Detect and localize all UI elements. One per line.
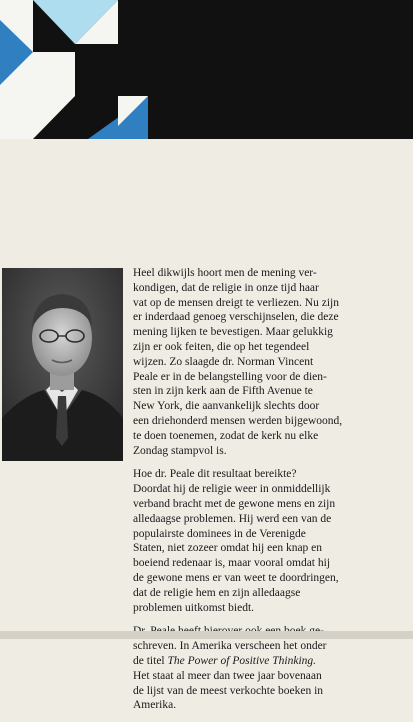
cover-bottom-edge xyxy=(0,631,413,639)
text-line: Peale er in de belangstelling voor de dien- xyxy=(133,370,327,383)
text-line: de gewone mens er van weet te doordringen, xyxy=(133,571,339,584)
blurb-text xyxy=(133,266,395,722)
text-line: sten in zijn kerk aan de Fifth Avenue te xyxy=(133,385,313,398)
text-line: alledaagse problemen. Hij werd een van de xyxy=(133,512,332,525)
author-portrait xyxy=(2,268,123,461)
text-line: Hoe dr. Peale dit resultaat bereikte? xyxy=(133,468,297,481)
text-line: kondigen, dat de religie in onze tijd haar xyxy=(133,281,319,294)
blurb-paragraph-2 xyxy=(133,467,395,615)
text-line: wijzen. Zo slaagde dr. Norman Vincent xyxy=(133,355,314,368)
white-block-middle xyxy=(33,52,75,96)
text-line: New York, die aanvankelijk slechts door xyxy=(133,400,320,413)
text-line: Staten, niet zozeer omdat hij een knap en xyxy=(133,542,323,555)
text-line: schreven. In Amerika verscheen het onder xyxy=(133,640,327,653)
blurb-paragraph-1 xyxy=(133,266,395,458)
text-line: te doen toenemen, zodat de kerk nu elke xyxy=(133,429,319,442)
text-line: mening lijken te bevestigen. Maar gelukkig xyxy=(133,326,333,339)
text-line: er inderdaad genoeg verschijnselen, die deze xyxy=(133,311,339,324)
text-line: dat de religie hem en zijn alledaagse xyxy=(133,586,301,599)
text-line: Het staat al meer dan twee jaar bovenaan xyxy=(133,669,322,682)
text-line: problemen uitkomst biedt. xyxy=(133,601,255,614)
text-line: Doordat hij de religie weer in onmiddellijk xyxy=(133,483,331,496)
text-line: Zondag stampvol is. xyxy=(133,444,227,457)
text-line: boeiend redenaar is, maar vooral omdat hij xyxy=(133,557,331,570)
text-line xyxy=(133,654,395,669)
text-line: verband bracht met de gewone mens en zijn xyxy=(133,497,336,510)
header-graphic-band xyxy=(0,0,413,139)
text-line: een driehonderd mensen werden bijgewoond, xyxy=(133,414,343,427)
text-line: de lijst van de meest verkochte boeken in xyxy=(133,684,324,697)
geometric-triangles-graphic xyxy=(0,0,413,139)
text-line: Heel dikwijls hoort men de mening ver- xyxy=(133,267,317,279)
text-line: zijn er ook feiten, die op het tegendeel xyxy=(133,340,310,353)
book-title: The Power of Positive Thinking. xyxy=(167,654,317,667)
text-line: populairste dominees in de Verenigde xyxy=(133,527,306,540)
author-photo xyxy=(2,268,123,461)
text-fragment: de titel xyxy=(133,654,168,667)
text-line: Amerika. xyxy=(133,699,177,712)
text-line: vat op de mensen dreigt te verliezen. Nu zijn xyxy=(133,296,339,309)
